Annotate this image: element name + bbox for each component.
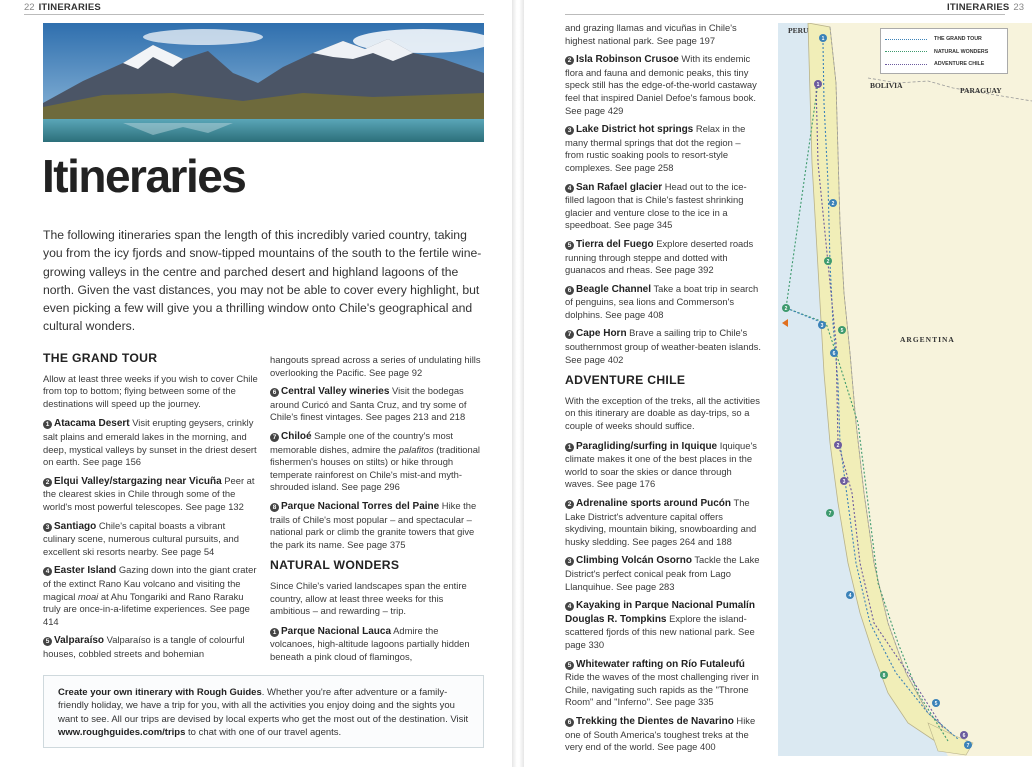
number-badge: 3 [565,557,574,566]
svg-text:1: 1 [816,82,820,88]
number-badge: 7 [565,330,574,339]
svg-text:7: 7 [966,743,970,749]
list-item [270,385,484,424]
number-badge: 6 [270,388,279,397]
list-item [565,123,761,174]
svg-text:4: 4 [848,593,852,599]
continued-text: hangouts spread across a series of undulating hills overlooking the Pacific. See page 92 [270,354,481,378]
list-item [270,500,484,551]
item-text: Hike the trails of Chile's most popular – and spectacular – national park or climb the granite towers that give the park its name. See page 375 [270,499,477,550]
item-text: The Lake District's adventure capital offers skydiving, mountain biking, snowboarding and husky sledding. See pages 264 and 188 [565,497,757,547]
item-title: Santiago [54,520,97,532]
adventure-lead: With the exception of the treks, all the activities on this itinerary are doable as day-trips, so a couple of weeks should suffice. [565,394,760,432]
item-title: Parque Nacional Torres del Paine [281,500,440,512]
number-badge: 2 [565,500,574,509]
section-heading-natural-wonders: NATURAL WONDERS [270,558,400,573]
list-item [565,440,761,491]
svg-text:8: 8 [882,673,886,679]
item-text: (traditional fishermen's houses on stilts) or hike through temperate rainforest on Chile's mist-and myth-shrouded island. See page 296 [270,443,481,493]
number-badge: 7 [270,433,279,442]
svg-text:2: 2 [831,201,835,207]
section-heading-grand-tour: THE GRAND TOUR [43,351,158,365]
item-text: Tackle the Lake District's perfect conical peak from Lago Llanquihue. See page 283 [565,554,760,592]
svg-text:2: 2 [784,306,788,312]
item-text: Take a boat trip in search of penguins, sea lions and Commerson's dolphins. See page 408 [565,282,759,320]
number-badge: 1 [270,628,279,637]
map-marker [830,349,838,357]
legend-swatch [885,39,927,40]
item-title: San Rafael glacier [576,181,663,193]
header-rule-right [565,14,1005,15]
item-text: Peer at the clearest skies in Chile through some of the world's most powerful telescopes. See page 132 [43,474,255,512]
number-badge: 4 [565,184,574,193]
item-title: Valparaíso [54,635,105,647]
svg-text:1: 1 [821,36,825,42]
book-gutter [512,0,524,767]
list-item [270,430,484,494]
map-marker [960,731,968,739]
svg-text:5: 5 [934,701,938,707]
legend-item-adventure-chile [885,58,1003,71]
item-text: Ride the waves of the most challenging river in Chile, navigating such rapids as the "Throne Room" and "Inferno". See page 335 [565,671,759,708]
map-legend [880,28,1008,74]
item-text: Iquique's climate makes it one of the best places in the world to soar the skies or dance through waves. See page 176 [565,439,757,490]
number-badge: 4 [565,602,574,611]
item-title: Lake District hot springs [576,124,694,136]
map-marker [964,741,972,749]
item-text: Gazing down into the giant crater of the extinct Rano Kau volcano and visiting the magical [43,564,257,602]
running-title-right: ITINERARIES [947,1,1010,13]
svg-text:2: 2 [826,259,830,265]
svg-text:6: 6 [962,733,966,739]
item-text: Admire the volcanoes, high-altitude lagoons partially hidden beneath a pink cloud of flamingos, [270,624,470,662]
number-badge: 1 [43,420,52,429]
map-marker [840,477,848,485]
map-label-peru: PERU [788,26,809,35]
page-number-left: 22 [24,1,35,13]
map-marker [932,699,940,707]
item-text: Chile's capital boasts a vibrant culinary scene, numerous cultural pursuits, and excellent ski resorts nearby. See page 54 [43,519,239,557]
number-badge: 2 [565,56,574,65]
legend-label: ADVENTURE CHILE [934,61,985,68]
list-item [565,554,761,593]
list-item [565,715,761,754]
item-title: Whitewater rafting on Río Futaleufú [576,658,745,670]
map-marker [782,304,790,312]
map-graphic [778,23,1032,756]
item-title: Trekking the Dientes de Navarino [576,715,734,727]
promo-link[interactable]: www.roughguides.com/trips [58,727,186,739]
page-title: Itineraries [42,150,246,202]
svg-text:3: 3 [820,323,824,329]
map-label-paraguay: PARAGUAY [960,86,1002,95]
item-text: at Ahu Tongariki and Rano Raraku truly are once-in-a-lifetime experiences. See page 414 [43,590,250,627]
item-text: Explore deserted roads running through steppe and dotted with guanacos and rheas. See page 392 [565,237,754,276]
item-title: Kayaking in Parque Nacional Pumalín Douglas R. Tompkins [565,600,755,625]
promo-bold-lead: Create your own itinerary with Rough Guides [58,687,262,698]
list-item [565,327,761,366]
map-marker [838,326,846,334]
list-item [565,497,761,548]
list-item [270,625,484,664]
promo-box [43,675,484,748]
number-badge: 8 [270,503,279,512]
item-title: Beagle Channel [576,283,652,295]
item-text: Hike one of South America's toughest treks at the very end of the world. See page 400 [565,714,756,753]
legend-item-grand-tour [885,33,1003,46]
item-title: Elqui Valley/stargazing near Vicuña [54,475,222,487]
legend-label: NATURAL WONDERS [934,48,989,55]
svg-text:2: 2 [836,443,840,449]
running-header-left [24,0,101,14]
column-two [270,354,484,669]
itinerary-map-chile [778,23,1032,756]
map-marker [814,80,822,88]
list-item [565,658,761,709]
map-marker [846,591,854,599]
map-marker [818,321,826,329]
list-item [565,599,761,651]
continued-text: and grazing llamas and vicuñas in Chile's highest national park. See page 197 [565,22,737,46]
hero-photo-torres-del-paine [43,23,484,142]
item-title: Central Valley wineries [281,386,390,398]
legend-swatch [885,64,927,65]
item-title: Adrenaline sports around Pucón [576,498,732,509]
column-grand-tour [43,352,258,666]
section-heading-adventure-chile: ADVENTURE CHILE [565,373,686,388]
number-badge: 5 [565,661,574,670]
list-item [43,475,258,514]
svg-text:3: 3 [842,479,846,485]
item-title: Atacama Desert [54,418,130,430]
list-item [43,417,258,468]
item-title: Parque Nacional Lauca [281,625,392,637]
item-title: Isla Robinson Crusoe [576,54,679,66]
item-text: Brave a sailing trip to Chile's southernmost group of weather-beaten islands. See page 402 [565,327,761,365]
item-text: With its endemic flora and fauna and demonic peaks, this tiny speck still has the edge-of-the-world castaway feel that inspired Daniel Defoe's famous book. See page 429 [565,53,757,116]
map-marker [819,34,827,42]
grand-tour-lead: Allow at least three weeks if you wish to cover Chile from top to bottom; flying between some of the destinations will speed up the journey. [43,372,258,409]
item-text-italic: palafitos [398,443,434,455]
item-text: Explore the island-scattered fjords of this new national park. See page 330 [565,612,755,650]
natural-wonders-lead: Since Chile's varied landscapes span the entire country, allow at least three weeks for this ambitious – and rewarding – trip. [270,579,467,617]
svg-text:5: 5 [840,328,844,334]
map-label-bolivia: BOLIVIA [870,81,903,90]
number-badge: 6 [565,718,574,727]
number-badge: 3 [565,126,574,135]
map-marker [826,509,834,517]
svg-text:6: 6 [832,351,836,357]
running-header-right [947,0,1024,14]
map-marker [880,671,888,679]
item-text: Head out to the ice-filled lagoon that is Chile's fastest shrinking glacier and venture close to the ice in a speedboat. See page 345 [565,180,747,231]
item-title: Easter Island [54,565,117,577]
map-marker [824,257,832,265]
list-item [43,520,258,559]
item-title: Cape Horn [576,328,627,340]
item-text-italic: moai [77,590,99,602]
item-title: Chiloé [281,430,312,442]
map-marker [829,199,837,207]
item-text: Sample one of the country's most memorable dishes, admire the [270,429,454,455]
list-item [565,238,761,277]
item-text: Valparaíso is a tangle of colourful houses, cobbled streets and bohemian [43,634,245,659]
item-title: Climbing Volcán Osorno [576,555,692,567]
number-badge: 3 [43,523,52,532]
number-badge: 6 [565,286,574,295]
item-text: Relax in the many thermal springs that dot the region – from rustic soaking pools to resort-style complexes. See page 258 [565,123,746,173]
column-three [565,22,761,760]
map-marker [834,441,842,449]
number-badge: 2 [43,478,52,487]
list-item [565,181,761,232]
number-badge: 1 [565,443,574,452]
intro-paragraph: The following itineraries span the length of this incredibly varied country, taking you from the icy fjords and snow-tipped mountains of the south to the fertile wine-growing valleys in the centre and parched desert and highland lagoons of the north. Given the vast distances, you may not be able to cover every highlight, but even picking a few will give you a thrilling window onto Chile's geographical and cultural wonders. [43,228,482,334]
number-badge: 4 [43,567,52,576]
list-item [43,564,258,628]
number-badge: 5 [565,241,574,250]
running-title-left: ITINERARIES [38,1,101,13]
legend-label: THE GRAND TOUR [934,36,982,43]
item-title: Tierra del Fuego [576,238,654,250]
number-badge: 5 [43,637,52,646]
list-item [43,634,258,660]
legend-item-natural-wonders [885,46,1003,59]
item-text: Visit the bodegas around Curicó and Santa Cruz, and try some of Chile's finest vintages. See pages 213 and 218 [270,385,467,423]
list-item [565,283,761,322]
svg-text:7: 7 [828,511,832,517]
promo-text: to chat with one of our travel agents. [185,727,342,739]
promo-text: . Whether you're after adventure or a family-friendly holiday, we have a trip for you, with all the activities you enjoy doing and the sights you want to see. All our trips are devised by local experts who get the most out of the destination. Visit [58,687,469,725]
map-label-argentina: ARGENTINA [900,335,955,344]
page-number-right: 23 [1013,1,1024,13]
header-rule-left [24,14,484,15]
item-title: Paragliding/surfing in Iquique [576,440,718,452]
item-text: Visit erupting geysers, crinkly salt plains and emerald lakes in the morning, and deep, mystical valleys by sunset in the driest desert on earth. See page 156 [43,417,257,468]
list-item [565,53,761,117]
legend-swatch [885,51,927,52]
